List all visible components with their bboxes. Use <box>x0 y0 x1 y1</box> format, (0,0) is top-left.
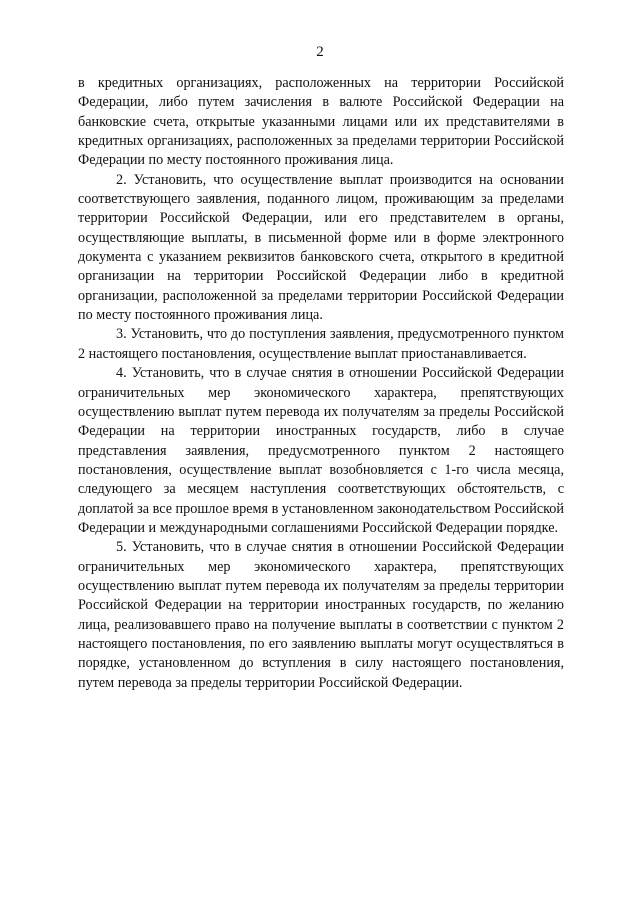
paragraph-item-5: 5. Установить, что в случае снятия в отношении Российской Федерации ограничительных мер экономического характера, препятствующих осуществлению выплат путем перевода их получателям за пределы территории Российской Федерации на территории иностранных государств, по желанию лица, реализовавшего право на получение выплаты в соответствии с пунктом 2 настоящего постановления, по его заявлению выплаты могут осуществляться в порядке, установленном до вступления в силу настоящего постановления, путем перевода за пределы территории Российской Федерации. <box>78 539 564 691</box>
paragraph-item-2: 2. Установить, что осуществление выплат производится на основании соответствующего заявления, поданного лицом, проживающим за пределами территории Российской Федерации, или его представителем в органы, осуществляющие выплаты, в письменной форме или в форме электронного документа с указанием реквизитов банковского счета, открытого в кредитной организации на территории Российской Федерации либо в кредитной организации, расположенной за пределами территории Российской Федерации по месту постоянного проживания лица. <box>78 171 564 324</box>
paragraph-item-3: 3. Установить, что до поступления заявления, предусмотренного пунктом 2 настоящего постановления, осуществление выплат приостанавливается. <box>78 326 564 362</box>
paragraph-item-4: 4. Установить, что в случае снятия в отношении Российской Федерации ограничительных мер экономического характера, препятствующих осуществлению выплат путем перевода их получателям за пределы Российской Федерации на территории иностранных государств, либо в случае представления заявления, предусмотренного пунктом 2 настоящего постановления, осуществление выплат возобновляется с 1-го числа месяца, следующего за месяцем наступления соответствующих обстоятельств, с доплатой за все прошлое время в установленном законодательством Российской Федерации и международными соглашениями Российской Федерации порядке. <box>78 365 564 536</box>
page-number: 2 <box>316 44 324 60</box>
paragraph-continuation: в кредитных организациях, расположенных на территории Российской Федерации, либо путем зачисления в валюте Российской Федерации на банковские счета, открытые указанными лицами или их представителями в кредитных организациях, расположенных за пределами территории Российской Федерации по месту постоянного проживания лица. <box>78 75 564 169</box>
document-body <box>78 74 564 693</box>
